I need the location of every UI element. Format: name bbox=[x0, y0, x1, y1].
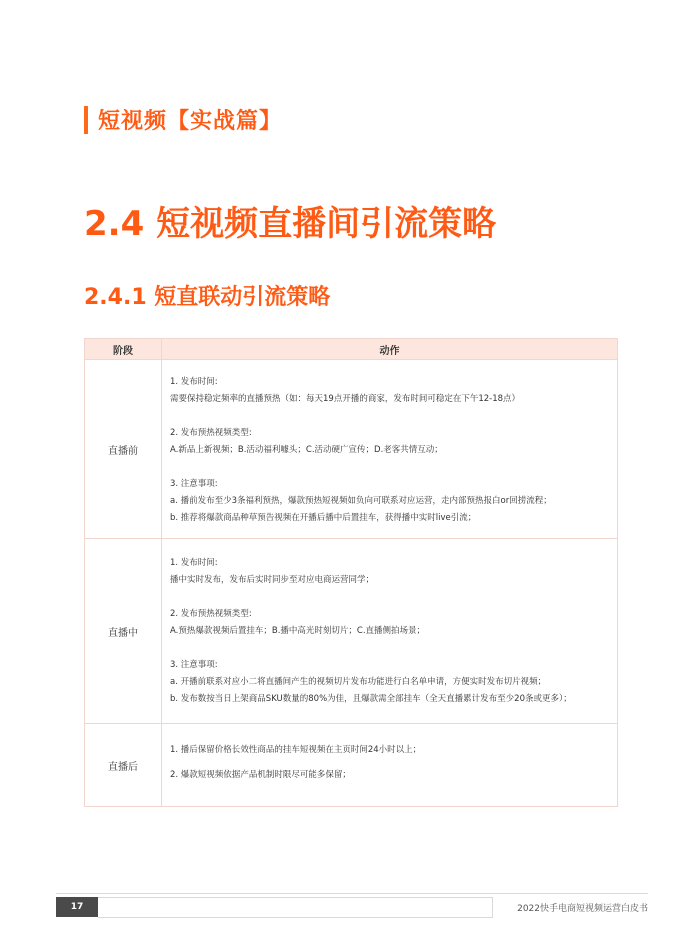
section-title: 短视频【实战篇】 bbox=[98, 109, 283, 134]
action-line: b. 推荐将爆款商品种草预告视频在开播后播中后置挂车，获得播中实时live引流； bbox=[170, 513, 477, 523]
chapter-title: 2.4 短视频直播间引流策略 bbox=[84, 204, 497, 244]
footer-bar bbox=[98, 897, 493, 918]
stage-cell: 直播后 bbox=[85, 724, 162, 806]
action-line: 2. 发布预热视频类型: bbox=[170, 428, 252, 438]
action-line: 2. 爆款短视频依据产品机制时限尽可能多保留； bbox=[170, 770, 351, 780]
strategy-table bbox=[84, 338, 618, 807]
footer-book-title: 2022快手电商短视频运营白皮书 bbox=[517, 903, 648, 914]
action-cell bbox=[162, 724, 617, 806]
footer-divider bbox=[56, 893, 648, 894]
sub-title: 2.4.1 短直联动引流策略 bbox=[84, 285, 331, 310]
action-line: 播中实时发布，发布后实时同步至对应电商运营同学； bbox=[170, 575, 375, 585]
action-line: a. 开播前联系对应小二将直播间产生的视频切片发布功能进行白名单申请，方便实时发布切片视频； bbox=[170, 677, 547, 687]
action-line: 1. 播后保留价格长效性商品的挂车短视频在主页时间24小时以上； bbox=[170, 745, 422, 755]
page-number: 17 bbox=[56, 897, 98, 917]
table-header bbox=[85, 339, 617, 360]
action-line: b. 发布数按当日上架商品SKU数量的80%为佳，且爆款需全部挂车（全天直播累计发布至少20条或更多）； bbox=[170, 694, 572, 704]
section-accent-bar bbox=[84, 106, 88, 134]
action-cell bbox=[162, 539, 617, 723]
action-line: 2. 发布预热视频类型: bbox=[170, 609, 252, 619]
action-line: 3. 注意事项: bbox=[170, 479, 218, 489]
header-action: 动作 bbox=[379, 345, 400, 357]
action-line: 3. 注意事项: bbox=[170, 660, 218, 670]
action-line: 1. 发布时间: bbox=[170, 377, 218, 387]
table-row bbox=[85, 539, 617, 724]
action-line: A.新品上新视频；B.活动福利噱头；C.活动硬广宣传；D.老客共情互动； bbox=[170, 445, 443, 455]
table-row bbox=[85, 360, 617, 539]
action-cell bbox=[162, 360, 617, 538]
action-line: 1. 发布时间: bbox=[170, 558, 218, 568]
table-row bbox=[85, 724, 617, 806]
action-line: 需要保持稳定频率的直播预热（如：每天19点开播的商家，发布时间可稳定在下午12-18点） bbox=[170, 394, 521, 404]
stage-cell: 直播中 bbox=[85, 539, 162, 723]
action-line: a. 播前发布至少3条福利预热，爆款预热短视频如负向可联系对应运营，走内部预热报白or回捞流程； bbox=[170, 496, 552, 506]
action-line: A.预热爆款视频后置挂车；B.播中高光时刻切片；C.直播侧拍场景； bbox=[170, 626, 426, 636]
header-stage: 阶段 bbox=[85, 339, 162, 359]
stage-cell: 直播前 bbox=[85, 360, 162, 538]
